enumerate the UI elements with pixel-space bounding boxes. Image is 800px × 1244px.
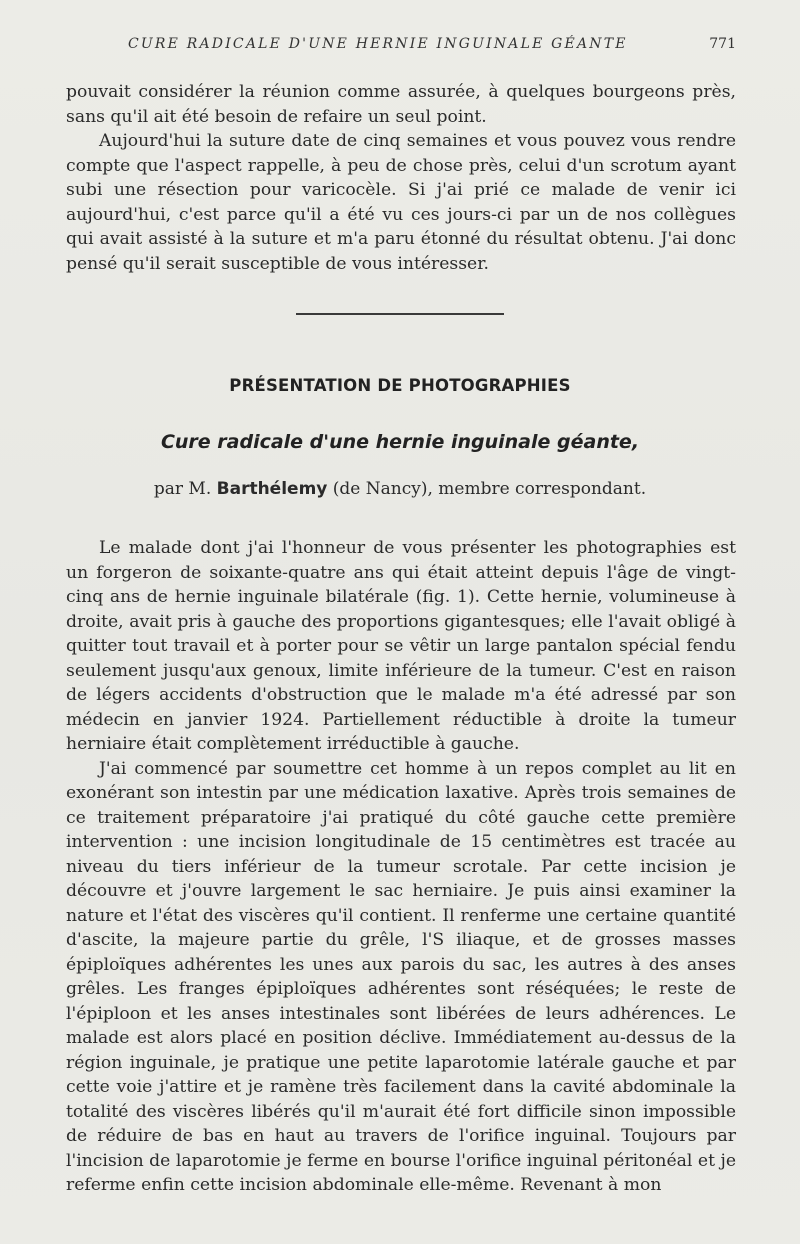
paragraph: pouvait considérer la réunion comme assurée, à quelques bourgeons près, sans qu'il ait été besoin de refaire un seul point.: [66, 82, 736, 127]
byline: [0, 479, 800, 499]
paragraph: J'ai commencé par soumettre cet homme à un repos complet au lit en exonérant son intestin par une médication laxative. Après trois semaines de ce traitement préparatoire j'ai pratiqué du côté gauche cette première intervention : une incision longitudinale de 15 centimètres est tracée au niveau du tiers inférieur de la tumeur scrotale. Par cette incision je découvre et j'ouvre largement le sac herniaire. Je puis ainsi examiner la nature et l'état des viscères qu'il contient. Il renferme une certaine quantité d'ascite, la majeure partie du grêle, l'S iliaque, et de grosses masses épiploïques adhérentes les unes aux parois du sac, les autres à des anses grêles. Les franges épiploïques adhérentes sont réséquées; le reste de l'épiploon et les anses intestinales sont libérées de leurs adhérences. Le malade est alors placé en position déclive. Immédiatement au-dessus de la région inguinale, je pratique une petite laparotomie latérale gauche et par cette voie j'attire et je ramène très facilement dans la cavité abdominale la totalité des viscères libérés qu'il m'aurait été fort difficile sinon impossible de réduire de bas en haut au travers de l'orifice inguinal. Toujours par l'incision de laparotomie je ferme en bourse l'orifice inguinal péritonéal et je referme enfin cette incision abdominale elle-même. Revenant à mon: [66, 758, 736, 1195]
section-heading: PRÉSENTATION DE PHOTOGRAPHIES: [229, 376, 571, 395]
paragraph: Aujourd'hui la suture date de cinq semaines et vous pouvez vous rendre compte que l'aspect rappelle, à peu de chose près, celui d'un scrotum ayant subi une résection pour varicocèle. Si j'ai prié ce malade de venir ici aujourd'hui, c'est parce qu'il a été vu ces jours-ci par un de nos collègues qui avait assisté à la suture et m'a paru étonné du résultat obtenu. J'ai donc pensé qu'il serait susceptible de vous intéresser.: [66, 131, 736, 274]
article-body: [66, 536, 736, 1198]
page-number: 771: [709, 36, 736, 52]
opening-text: [66, 80, 736, 276]
running-title: CURE RADICALE D'UNE HERNIE INGUINALE GÉANTE: [128, 36, 628, 52]
byline-prefix: par M.: [153, 479, 212, 499]
paragraph: Le malade dont j'ai l'honneur de vous présenter les photographies est un forgeron de soixante-quatre ans qui était atteint depuis l'âge de vingt-cinq ans de hernie inguinale bilatérale (fig. 1). Cette hernie, volumineuse à droite, avait pris à gauche des proportions gigantesques; elle l'avait obligé à quitter tout travail et à porter pour se vêtir un large pantalon spécial fendu seulement jusqu'aux genoux, limite inférieure de la tumeur. C'est en raison de légers accidents d'obstruction que le malade m'a été adressé par son médecin en janvier 1924. Partiellement réductible à droite la tumeur herniaire était complètement irréductible à gauche.: [66, 538, 736, 754]
section-divider: [296, 313, 504, 315]
byline-suffix: (de Nancy), membre correspondant.: [332, 479, 647, 499]
page-header: [66, 36, 736, 58]
author-name: Barthélemy: [216, 479, 328, 499]
article-title: Cure radicale d'une hernie inguinale géante,: [160, 431, 640, 453]
